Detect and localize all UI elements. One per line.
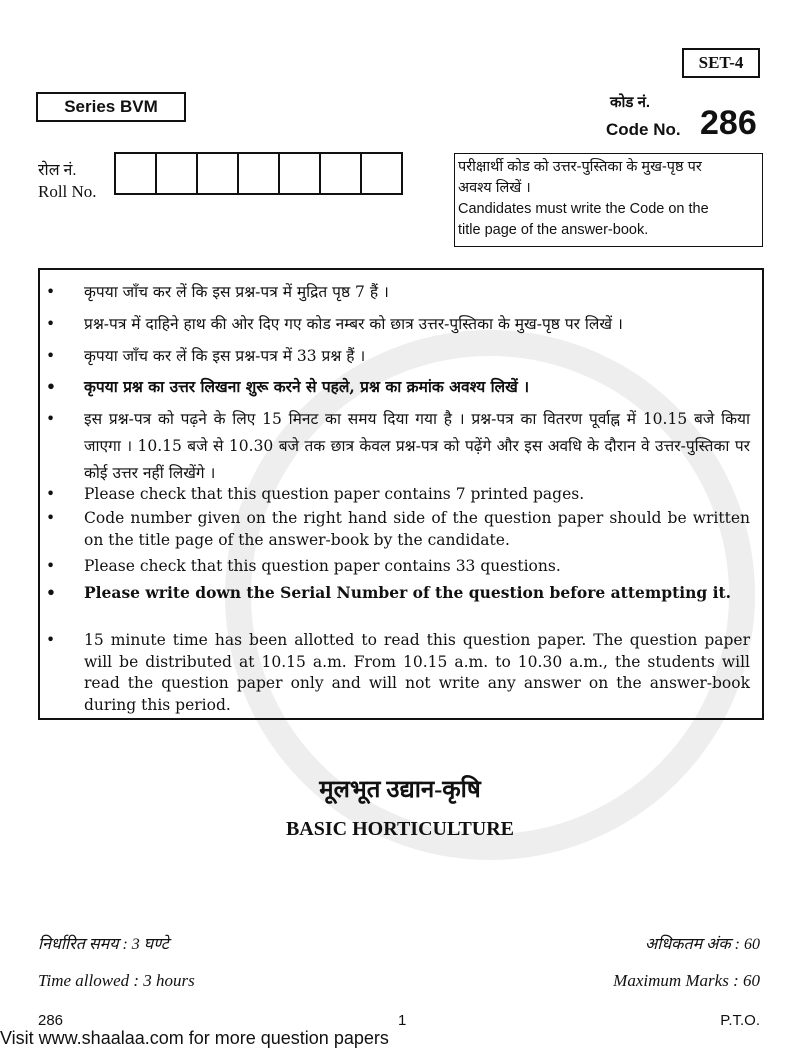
subject-title-hindi: मूलभूत उद्यान-कृषि [319,777,481,803]
roll-cell[interactable] [321,152,362,195]
roll-cell[interactable] [280,152,321,195]
roll-cell[interactable] [116,152,157,195]
bullet: • [46,315,56,333]
candidate-note-box [454,153,763,247]
roll-number-grid[interactable] [114,152,403,195]
series-label: Series BVM [36,92,186,122]
code-number: 286 [700,104,757,142]
candidate-note-hi-1: परीक्षार्थी कोड को उत्तर-पुस्तिका के मुख-पृष्ठ पर [458,159,702,175]
roll-cell[interactable] [362,152,403,195]
bullet: • [46,347,56,365]
pto-label: P.T.O. [720,1012,760,1029]
time-allowed: Time allowed : 3 hours [38,971,195,990]
instructions-box: • कृपया जाँच कर लें कि इस प्रश्न-पत्र में मुद्रित पृष्ठ 7 हैं । • प्रश्न-पत्र में दाहिने हाथ की ओर दिए गए कोड नम्बर को छात्र उत्तर-पुस्तिका के मुख-पृष्ठ पर लिखें । • कृपया जाँच कर लें कि इस प्रश्न-पत्र में 33 प्रश्न हैं । • कृपया प्रश्न का उत्तर लिखना शुरू करने से पहले, प्रश्न का क्रमांक अवश्य लिखें । • इस प्रश्न-पत्र को पढ़ने के लिए 15 मिनट का समय दिया गया है । प्रश्न-पत्र का वितरण पूर्वाह्न में 10.15 बजे किया जाएगा । 10.15 बजे से 10.30 बजे तक छात्र केवल प्रश्न-पत्र को पढ़ेंगे और इस अवधि के दौरान वे उत्तर-पुस्तिका पर कोई उत्तर नहीं लिखेंगे । • Please check that this question paper contains 7 printed pages. • Code number given on the right hand side of the question paper should be written on the title page of the answer-book by the candidate. • Please check that this question paper contains 33 questions. • Please write down the Serial Number of the question before attempting it. • 15 minute time has been allotted to read this question paper. The question paper will be distributed at 10.15 a.m. From 10.15 a.m. to 10.30 a.m., the students will read the question paper only and will not write any answer on the answer-book during this period. [38,268,764,720]
code-label-hindi: कोड नं. [610,94,651,111]
candidate-note-en-2: title page of the answer-book. [458,222,649,238]
roll-cell[interactable] [239,152,280,195]
time-allowed-hindi: निर्धारित समय : 3 घण्टे [38,936,169,953]
page-number: 1 [398,1012,407,1029]
subject-title: BASIC HORTICULTURE [285,818,515,840]
candidate-note-en-1: Candidates must write the Code on the [458,201,709,217]
bullet: • [46,485,56,503]
visit-link[interactable]: Visit www.shaalaa.com for more question papers [0,1028,389,1048]
bullet: • [46,631,56,649]
bullet: • [46,410,56,428]
candidate-note-hi-2: अवश्य लिखें । [458,180,531,196]
roll-cell[interactable] [157,152,198,195]
max-marks-hindi: अधिकतम अंक : 60 [644,936,760,953]
roll-cell[interactable] [198,152,239,195]
bullet: • [46,283,56,301]
code-label: Code No. [606,120,681,139]
bullet: • [46,509,56,527]
bullet: • [46,583,56,602]
footer-code: 286 [38,1012,64,1029]
set-label: SET-4 [682,48,760,78]
bullet: • [46,377,56,396]
max-marks: Maximum Marks : 60 [613,971,760,990]
roll-label: Roll No. [38,182,97,201]
bullet: • [46,557,56,575]
roll-label-hindi: रोल नं. [38,162,77,179]
